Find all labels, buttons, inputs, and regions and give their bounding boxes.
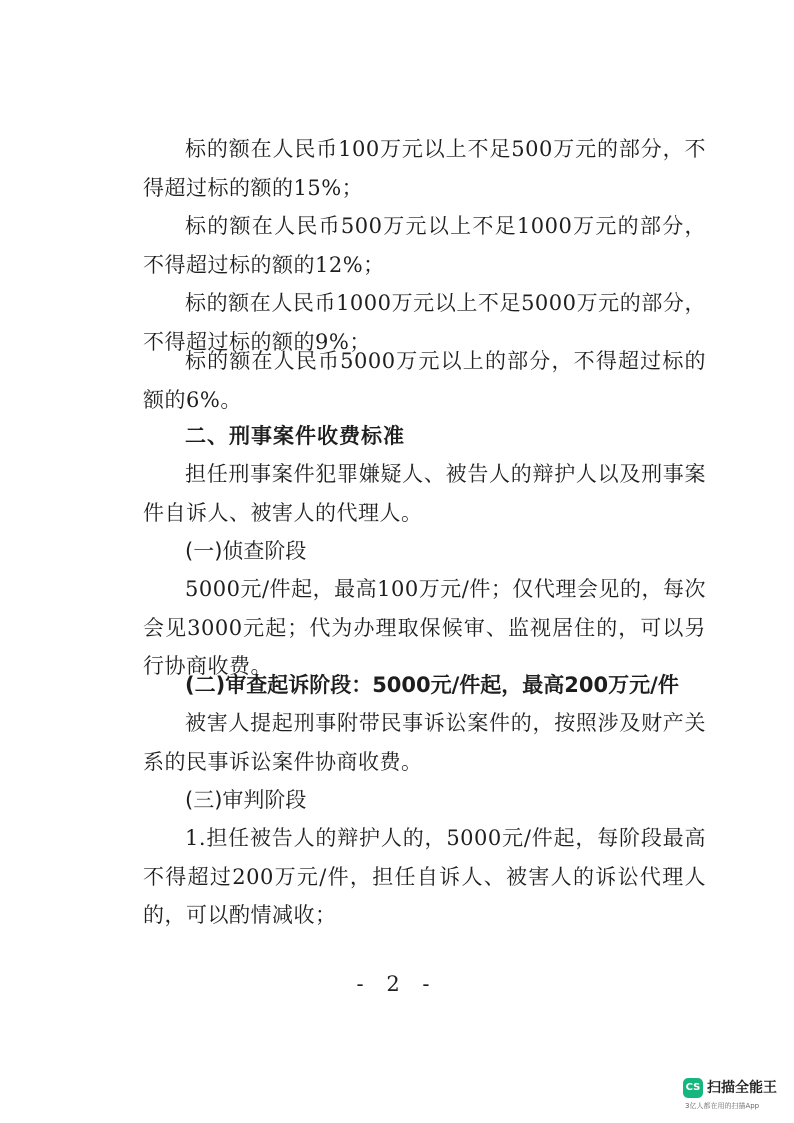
page-number: - 2 -	[356, 972, 438, 996]
stage3-title: (三)审判阶段	[185, 788, 307, 812]
stage1-title: (一)侦查阶段	[185, 539, 307, 563]
stage2-title: (二)审查起诉阶段：5000元/件起，最高200万元/件	[185, 673, 679, 697]
scanner-watermark	[683, 1076, 783, 1112]
paragraph-fee-500-1000: 标的额在人民币500万元以上不足1000万元的部分，不得超过标的额的12%；	[143, 214, 706, 277]
paragraph-fee-5000-plus: 标的额在人民币5000万元以上的部分，不得超过标的额的6%。	[143, 349, 706, 412]
paragraph-fee-100-500: 标的额在人民币100万元以上不足500万元的部分，不得超过标的额的15%；	[143, 137, 706, 200]
stage3-text: 1.担任被告人的辩护人的，5000元/件起，每阶段最高不得超过200万元/件，担任自诉人、被害人的诉讼代理人的，可以酌情减收；	[143, 826, 706, 927]
watermark-tagline: 3亿人都在用的扫描App	[685, 1102, 760, 1110]
watermark-app-name: 扫描全能王	[707, 1080, 777, 1096]
section-heading: 二、刑事案件收费标准	[185, 424, 405, 448]
stage2-text: 被害人提起刑事附带民事诉讼案件的，按照涉及财产关系的民事诉讼案件协商收费。	[143, 711, 706, 774]
camscanner-logo-icon: CS	[683, 1078, 703, 1098]
section-intro: 担任刑事案件犯罪嫌疑人、被告人的辩护人以及刑事案件自诉人、被害人的代理人。	[143, 462, 706, 525]
paragraph-fee-1000-5000: 标的额在人民币1000万元以上不足5000万元的部分，不得超过标的额的9%；	[143, 291, 706, 354]
stage1-text: 5000元/件起，最高100万元/件；仅代理会见的，每次会见3000元起；代为办理取保候审、监视居住的，可以另行协商收费。	[143, 577, 706, 678]
